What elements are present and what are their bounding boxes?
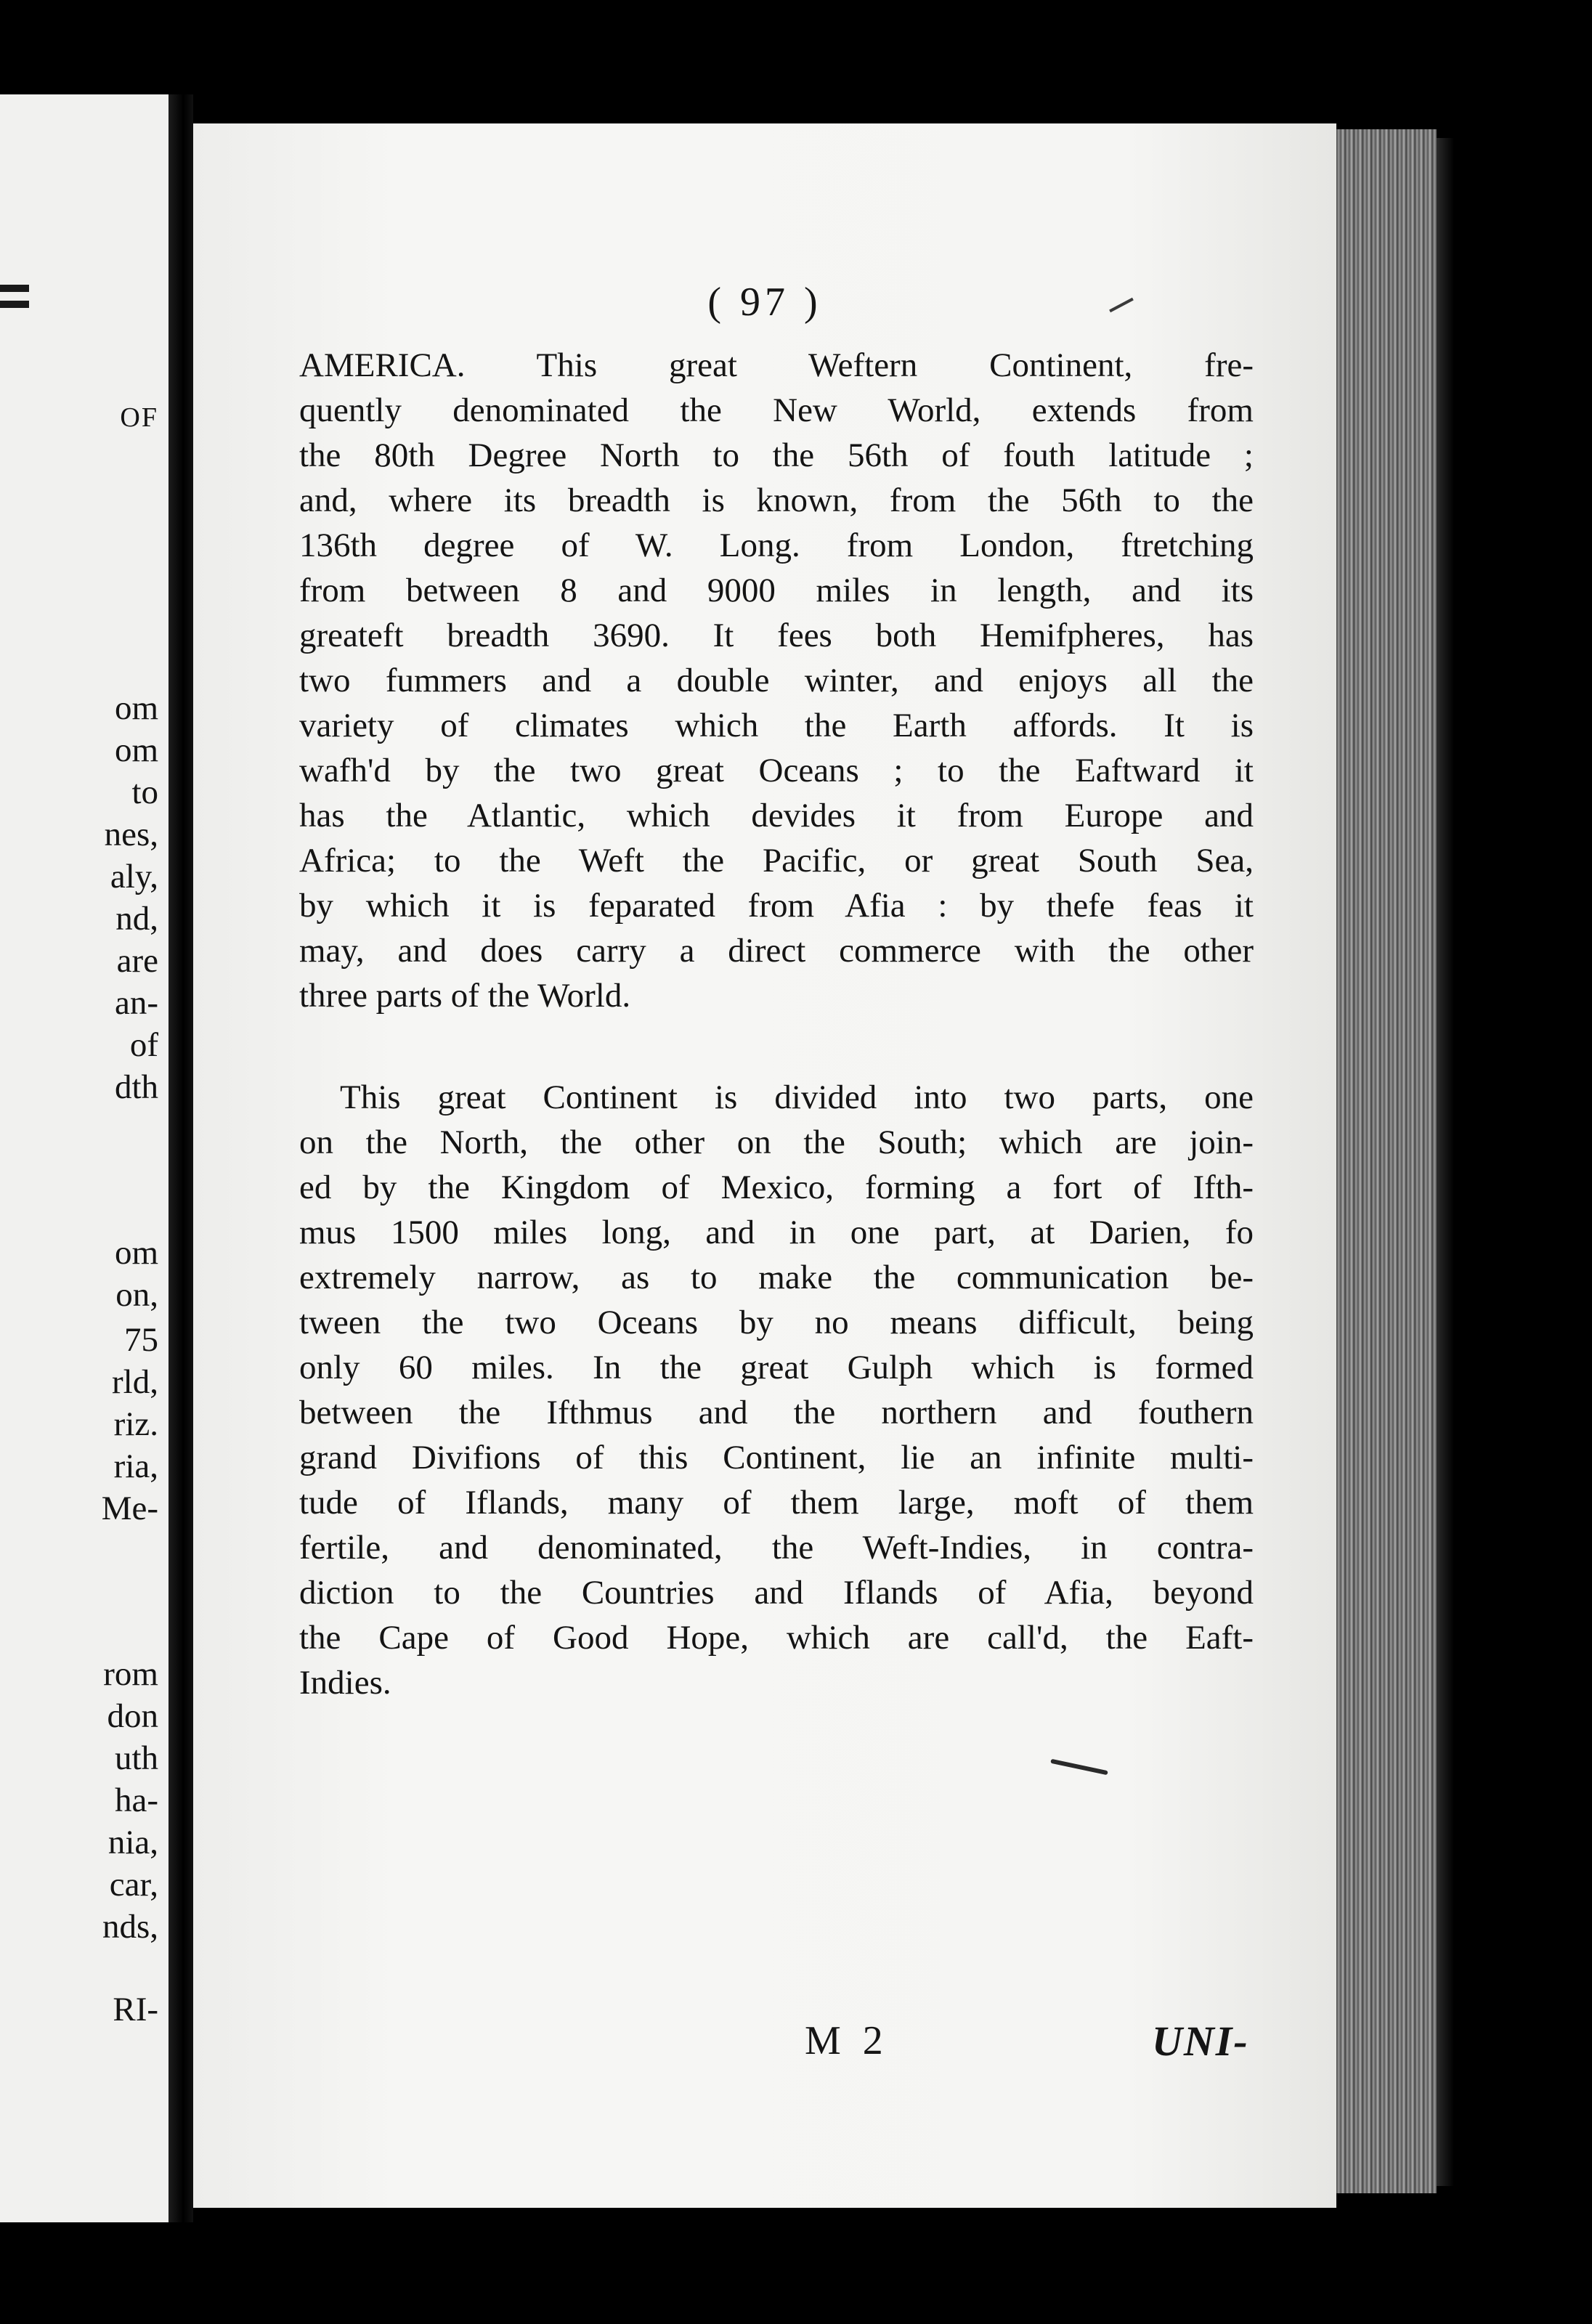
text-line: tude of Iflands, many of them large, moft of them	[299, 1484, 1254, 1521]
text-line: This great Continent is divided into two parts, one	[340, 1078, 1254, 1116]
left-page-fragment: rld,	[112, 1363, 158, 1401]
left-page-fragment: Me-	[101, 1490, 158, 1527]
text-line: fertile, and denominated, the Weft-Indies, in contra-	[299, 1529, 1254, 1567]
text-line: three parts of the World.	[299, 977, 631, 1015]
text-line: by which it is feparated from Afia : by thefe feas it	[299, 887, 1254, 925]
left-page-fragment: nd,	[115, 900, 158, 938]
left-page-fragment: an-	[114, 984, 158, 1022]
text-line: 136th degree of W. Long. from London, ftretching	[299, 527, 1254, 564]
left-page-fragment: rom	[103, 1655, 158, 1693]
left-page-fragment: riz.	[113, 1405, 158, 1443]
left-page-fragment: om	[114, 689, 158, 727]
left-page-fragment: on,	[115, 1276, 158, 1314]
text-line: the 80th Degree North to the 56th of fouth latitude ;	[299, 436, 1254, 474]
text-line: between the Ifthmus and the northern and fouthern	[299, 1394, 1254, 1431]
book-gutter	[168, 94, 193, 2222]
text-line: grand Divifions of this Continent, lie an infinite multi-	[299, 1439, 1254, 1476]
page-edge-shadow	[1437, 138, 1454, 2186]
text-line: diction to the Countries and Iflands of Afia, beyond	[299, 1574, 1254, 1612]
text-line: tween the two Oceans by no means difficult, being	[299, 1304, 1254, 1341]
left-page-fragment: nia,	[107, 1824, 158, 1861]
left-page-fragment: to	[131, 773, 158, 811]
paragraph-continent-divisions	[299, 1075, 1254, 1705]
left-page-fragment: dth	[114, 1068, 158, 1106]
text-line: Africa; to the Weft the Pacific, or great South Sea,	[299, 842, 1254, 879]
left-page-header-fragment: OF	[120, 402, 158, 433]
text-line: wafh'd by the two great Oceans ; to the Eaftward it	[299, 752, 1254, 789]
left-page-fragment: car,	[109, 1866, 158, 1904]
left-page-fragment: uth	[114, 1739, 158, 1777]
left-page-fragment: of	[129, 1026, 158, 1064]
left-page-fragment: are	[116, 942, 158, 980]
left-page-fragment: aly,	[110, 858, 158, 895]
left-page-fragment: nds,	[102, 1908, 158, 1946]
text-line: Indies.	[299, 1664, 391, 1702]
left-page-fragment: ria,	[113, 1447, 158, 1485]
text-line: two fummers and a double winter, and enjoys all the	[299, 662, 1254, 699]
left-page-fragment: ha-	[114, 1781, 158, 1819]
paragraph-america-intro	[299, 343, 1254, 1018]
text-line: quently denominated the New World, extends from	[299, 391, 1254, 429]
page-block-edge	[1336, 129, 1437, 2193]
left-page-fragment: om	[114, 1234, 158, 1272]
left-page-catchword-fragment: RI-	[113, 1991, 158, 2028]
text-line: variety of climates which the Earth affords. It is	[299, 707, 1254, 744]
text-line: greateft breadth 3690. It fees both Hemifpheres, has	[299, 617, 1254, 654]
text-line: may, and does carry a direct commerce with the other	[299, 932, 1254, 970]
page-number: ( 97 )	[707, 280, 822, 325]
left-page-fragment: nes,	[104, 816, 158, 853]
text-line: extremely narrow, as to make the communication be-	[299, 1259, 1254, 1296]
text-line: AMERICA. This great Weftern Continent, fre-	[299, 346, 1254, 384]
book-page	[193, 123, 1336, 2208]
text-line: has the Atlantic, which devides it from Europe and	[299, 797, 1254, 834]
left-page-fragment: don	[107, 1697, 158, 1735]
text-line: mus 1500 miles long, and in one part, at Darien, fo	[299, 1214, 1254, 1251]
signature-mark: M 2	[805, 2018, 889, 2063]
left-facing-page	[0, 94, 168, 2222]
left-page-fragment: om	[114, 731, 158, 769]
text-line: and, where its breadth is known, from the 56th to the	[299, 482, 1254, 519]
ink-mark	[1050, 1759, 1108, 1776]
catchword: UNI-	[1152, 2018, 1249, 2065]
text-line: from between 8 and 9000 miles in length, and its	[299, 572, 1254, 609]
text-line: only 60 miles. In the great Gulph which is formed	[299, 1349, 1254, 1386]
left-page-rule	[0, 301, 29, 308]
text-line: the Cape of Good Hope, which are call'd, the Eaft-	[299, 1619, 1254, 1657]
text-line: on the North, the other on the South; which are join-	[299, 1124, 1254, 1161]
text-line: ed by the Kingdom of Mexico, forming a fort of Ifth-	[299, 1169, 1254, 1206]
left-page-rule	[0, 285, 29, 292]
left-page-fragment: 75	[124, 1321, 158, 1359]
